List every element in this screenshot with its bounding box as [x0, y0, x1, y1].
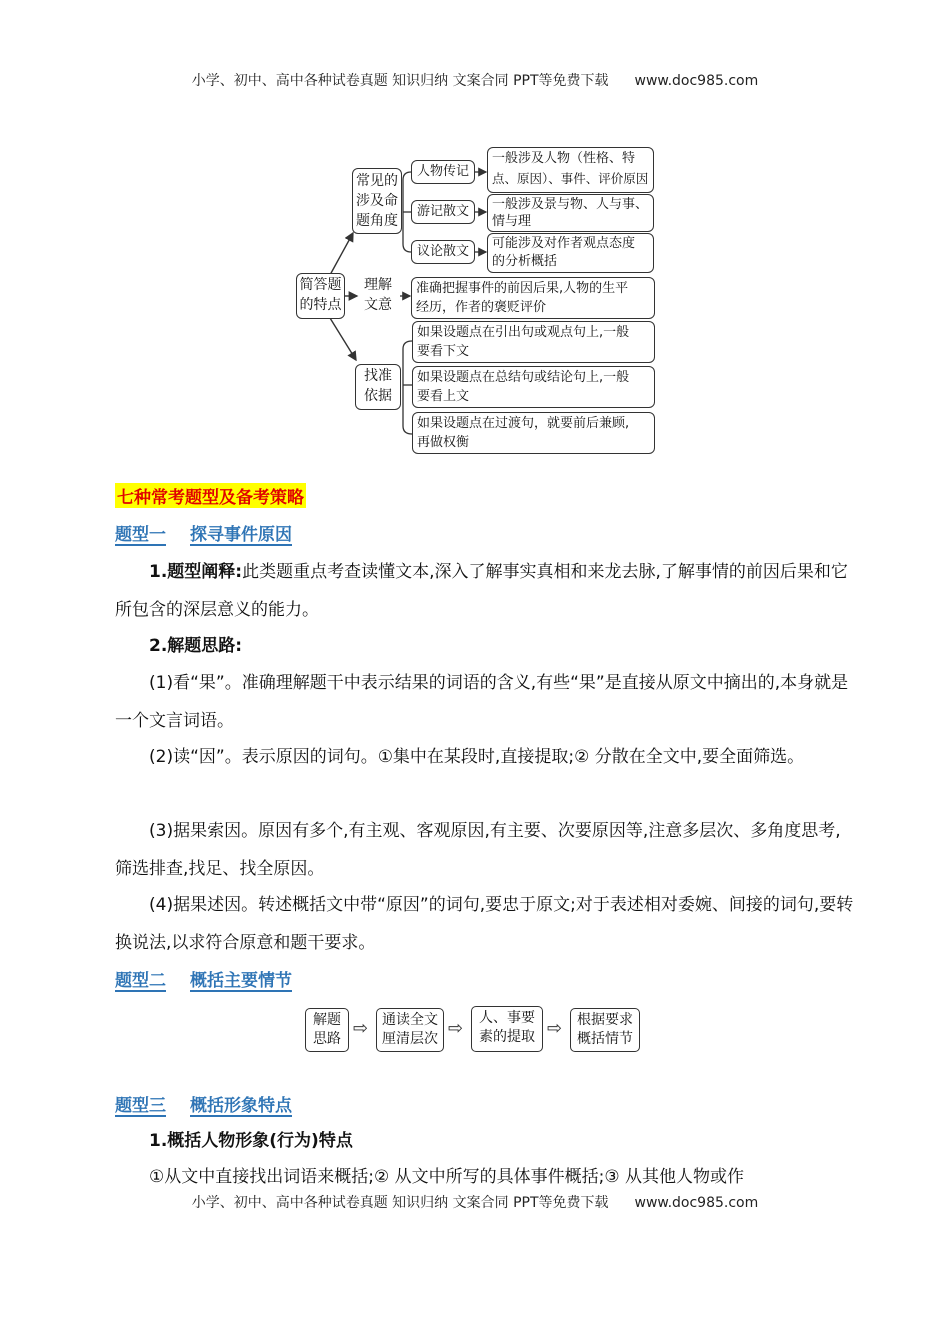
desc-line: 情与理: [492, 214, 532, 229]
desc-line: 如果设题点在总结句或结论句上,一般: [417, 370, 630, 385]
section-name: 概括形象特点: [190, 1096, 292, 1116]
section-number: 题型二: [115, 971, 166, 991]
desc-line: 一般涉及景与物、人与事、: [492, 197, 649, 212]
branch2-label-line: 文意: [364, 297, 392, 313]
section-title-type1: [115, 520, 292, 545]
flow-step: [471, 1006, 543, 1052]
branch1-desc-travel: [487, 194, 654, 232]
branch2-desc: [411, 277, 655, 319]
desc-line: 准确把握事件的前因后果,人物的生平: [416, 281, 629, 296]
page-footer: [0, 1192, 950, 1212]
section-name: 探寻事件原因: [190, 525, 292, 545]
desc-line: 要看下文: [417, 344, 470, 359]
flow-line: 通读全文: [382, 1012, 438, 1028]
branch1-item-travel: 游记散文: [411, 200, 475, 224]
desc-line: 如果设题点在引出句或观点句上,一般: [417, 325, 630, 340]
header-url[interactable]: www.doc985.com: [634, 73, 759, 89]
flow-step: [305, 1008, 349, 1052]
branch1-label-line: 题角度: [356, 213, 398, 229]
flow-line: 思路: [313, 1031, 341, 1047]
footer-url[interactable]: www.doc985.com: [634, 1195, 759, 1211]
branch3-label: [355, 364, 401, 410]
branch3-label-line: 找准: [364, 368, 392, 384]
desc-line: 点、原因）、事件、评价原因: [492, 171, 649, 186]
branch3-item: [412, 412, 655, 454]
branch3-item: [412, 366, 655, 408]
desc-line: 经历，作者的褒贬评价: [416, 300, 547, 315]
branch1-item-argument: 议论散文: [411, 240, 475, 264]
section-number: 题型三: [115, 1096, 166, 1116]
root-line-1: 简答题: [299, 277, 342, 293]
desc-line: 再做权衡: [417, 435, 470, 450]
branch3-item: [412, 321, 655, 363]
type1-step-2: (2)读“因”。表示原因的词句。①集中在某段时,直接提取;② 分散在全文中,要全面筛选。: [149, 747, 805, 767]
main-heading: 七种常考题型及备考策略: [115, 483, 306, 508]
paragraph-text: 此类题重点考查读懂文本,深入了解事实真相和来龙去脉,了解事情的前因后果和它所包含的深层意义的能力。: [115, 562, 848, 620]
flow-line: 素的提取: [479, 1029, 535, 1045]
type1-step-1: (1)看“果”。准确理解题干中表示结果的词语的含义,有些“果”是直接从原文中摘出的,本身就是一个文言词语。: [115, 673, 849, 731]
branch2-label: [356, 275, 400, 315]
section-title-type2: [115, 966, 292, 991]
arrow-right-icon: ⇨: [547, 1018, 563, 1039]
flow-step: [376, 1008, 444, 1052]
branch2-label-line: 理解: [364, 277, 392, 293]
branch1-desc-argument: [487, 233, 654, 273]
branch1-item-biography: 人物传记: [411, 160, 475, 184]
branch1-desc-biography: [487, 147, 654, 193]
mindmap-root: [296, 273, 345, 319]
branch1-label-line: 常见的: [356, 173, 398, 189]
header-title: 小学、初中、高中各种试卷真题 知识归纳 文案合同 PPT等免费下载: [191, 73, 609, 89]
type3-subheading: 1.概括人物形象(行为)特点: [149, 1131, 353, 1151]
flow-step: [570, 1008, 640, 1052]
branch3-label-line: 依据: [364, 388, 392, 404]
desc-line: 要看上文: [417, 389, 470, 404]
footer-title: 小学、初中、高中各种试卷真题 知识归纳 文案合同 PPT等免费下载: [191, 1195, 609, 1211]
desc-line: 的分析概括: [492, 254, 558, 269]
desc-line: 一般涉及人物（性格、特: [492, 151, 636, 166]
paragraph-label: 1.题型阐释:: [149, 562, 243, 582]
type1-step-4: (4)据果述因。转述概括文中带“原因”的词句,要忠于原文;对于表述相对委婉、间接的词句,要转换说法,以求符合原意和题干要求。: [115, 895, 854, 953]
type1-step-3: (3)据果索因。原因有多个,有主观、客观原因,有主要、次要原因等,注意多层次、多角度思考,筛选排查,找足、找全原因。: [115, 821, 841, 879]
section-number: 题型一: [115, 525, 166, 545]
flow-line: 人、事要: [479, 1010, 535, 1026]
root-line-2: 的特点: [299, 297, 342, 313]
type3-line-1: ①从文中直接找出词语来概括;② 从文中所写的具体事件概括;③ 从其他人物或作: [149, 1167, 744, 1187]
section-name: 概括主要情节: [190, 971, 292, 991]
branch1-label-line: 涉及命: [356, 193, 398, 209]
flow-line: 解题: [313, 1012, 341, 1028]
type1-paragraph-1: [115, 553, 855, 629]
branch1-label: [352, 168, 402, 234]
flow-line: 厘清层次: [382, 1031, 438, 1047]
arrow-right-icon: ⇨: [448, 1018, 464, 1039]
desc-line: 可能涉及对作者观点态度: [492, 236, 636, 251]
type1-paragraph-2-label: 2.解题思路:: [149, 636, 243, 656]
section-title-type3: [115, 1091, 292, 1116]
arrow-right-icon: ⇨: [353, 1018, 369, 1039]
flow-line: 概括情节: [577, 1031, 633, 1047]
flow-line: 根据要求: [577, 1012, 633, 1028]
desc-line: 如果设题点在过渡句，就要前后兼顾,: [417, 416, 630, 431]
